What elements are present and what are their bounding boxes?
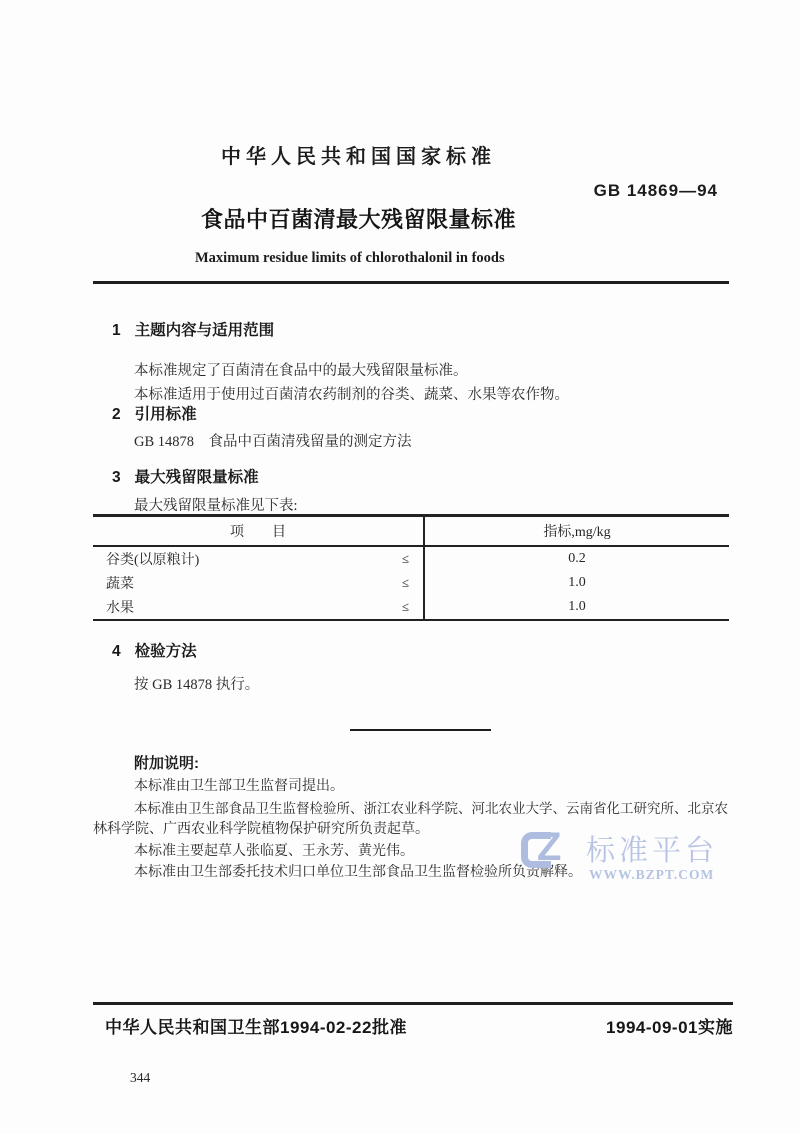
section-3-title: 最大残留限量标准 bbox=[134, 469, 259, 486]
table-header-item: 项 目 bbox=[93, 517, 425, 545]
page-number: 344 bbox=[130, 1070, 151, 1085]
mrl-table bbox=[93, 514, 729, 621]
standard-code: GB 14869—94 bbox=[593, 181, 718, 200]
document-title-cn: 食品中百菌清最大残留限量标准 bbox=[201, 207, 517, 232]
section-4-paragraph: 按 GB 14878 执行。 bbox=[134, 677, 260, 693]
table-row bbox=[93, 547, 729, 571]
table-cell-item: 蔬菜 bbox=[106, 577, 134, 592]
footer-rule bbox=[93, 1002, 733, 1005]
less-equal-symbol: ≤ bbox=[401, 551, 409, 566]
section-1-paragraph: 本标准规定了百菌清在食品中的最大残留限量标准。 bbox=[134, 363, 468, 379]
less-equal-symbol: ≤ bbox=[401, 599, 409, 614]
table-cell-value: 1.0 bbox=[568, 575, 586, 590]
section-1-heading bbox=[112, 318, 274, 340]
less-equal-symbol: ≤ bbox=[401, 575, 409, 590]
footer-implementation-date: 1994-09-01实施 bbox=[606, 1018, 733, 1037]
note-line: 本标准主要起草人张临夏、王永芳、黄光伟。 bbox=[134, 844, 414, 859]
table-header-limit: 指标,mg/kg bbox=[543, 525, 611, 540]
section-1-paragraph: 本标准适用于使用过百菌清农药制剂的谷类、蔬菜、水果等农作物。 bbox=[134, 387, 569, 403]
section-3-paragraph: 最大残留限量标准见下表: bbox=[134, 498, 298, 514]
table-cell-value: 0.2 bbox=[568, 551, 586, 566]
notes-title: 附加说明: bbox=[134, 755, 199, 772]
section-1-number: 1 bbox=[112, 322, 121, 339]
document-title-en: Maximum residue limits of chlorothalonil in foods bbox=[195, 250, 505, 266]
end-of-text-divider bbox=[350, 729, 491, 731]
watermark-text: 标准平台 bbox=[586, 835, 719, 867]
note-line: 林科学院、广西农业科学院植物保护研究所负责起草。 bbox=[93, 822, 429, 837]
standard-label: 中华人民共和国国家标准 bbox=[221, 146, 496, 168]
watermark-url: WWW.BZPT.COM bbox=[589, 867, 715, 882]
logo-letter: Z bbox=[537, 825, 562, 869]
section-2-heading bbox=[112, 402, 197, 424]
note-line: 本标准由卫生部委托技术归口单位卫生部食品卫生监督检验所负责解释。 bbox=[134, 865, 582, 880]
table-row bbox=[93, 571, 729, 595]
section-2-paragraph: GB 14878 食品中百菌清残留量的测定方法 bbox=[134, 434, 412, 450]
section-3-heading bbox=[112, 465, 259, 487]
footer-approval: 中华人民共和国卫生部1994-02-22批准 bbox=[105, 1018, 407, 1037]
bzpt-logo-icon bbox=[521, 825, 579, 871]
note-line: 本标准由卫生部食品卫生监督检验所、浙江农业科学院、河北农业大学、云南省化工研究所、北京农 bbox=[134, 801, 728, 816]
table-row bbox=[93, 595, 729, 619]
section-4-number: 4 bbox=[112, 643, 121, 660]
section-2-number: 2 bbox=[112, 406, 121, 423]
table-header-row bbox=[93, 517, 729, 547]
table-cell-value: 1.0 bbox=[568, 599, 586, 614]
table-cell-item: 水果 bbox=[106, 601, 134, 616]
table-cell-item: 谷类(以原粮计) bbox=[106, 553, 200, 568]
section-3-number: 3 bbox=[112, 469, 121, 486]
header-rule bbox=[93, 281, 729, 284]
note-line: 本标准由卫生部卫生监督司提出。 bbox=[134, 779, 344, 794]
section-4-title: 检验方法 bbox=[134, 643, 197, 660]
section-1-title: 主题内容与适用范围 bbox=[134, 322, 275, 339]
section-2-title: 引用标准 bbox=[134, 406, 197, 423]
section-4-heading bbox=[112, 639, 197, 661]
